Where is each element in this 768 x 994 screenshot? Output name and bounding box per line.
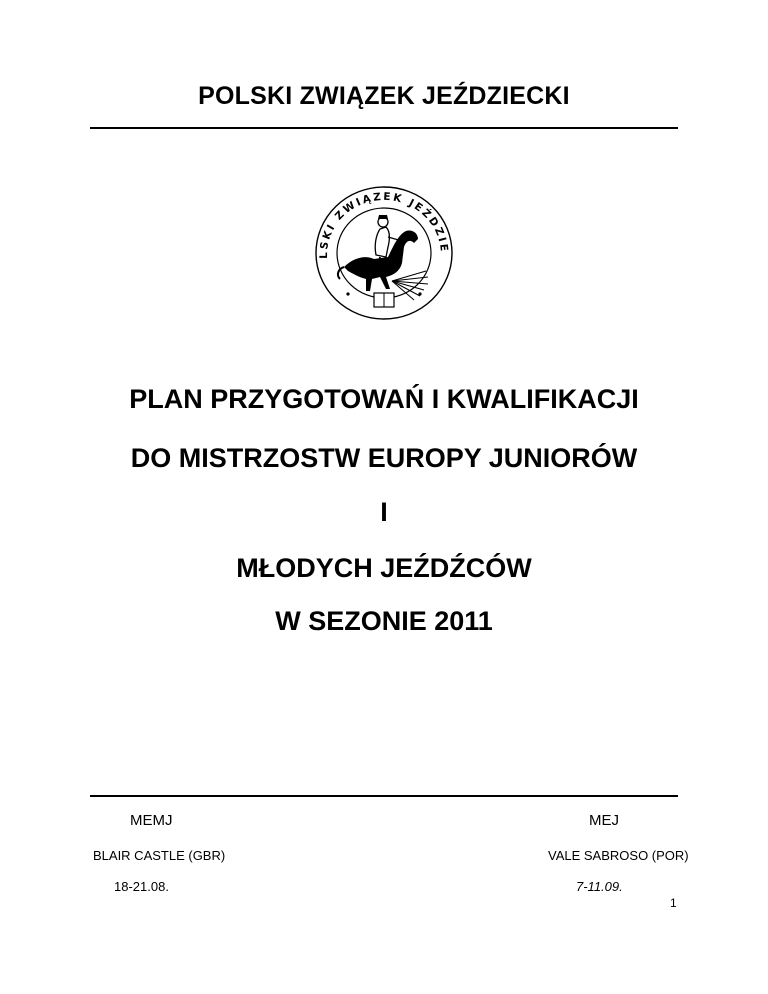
svg-text:POLSKI ZWIĄZEK JEŹDZIECKI: LSKI ZWIĄZEK JEŹDZIE <box>317 190 451 259</box>
plan-title-line-3: I <box>380 497 388 527</box>
page-number: 1 <box>670 896 677 910</box>
plan-title-line-1: PLAN PRZYGOTOWAŃ I KWALIFIKACJI <box>129 384 639 414</box>
federation-logo <box>314 185 454 321</box>
top-divider <box>90 127 678 129</box>
organization-title: POLSKI ZWIĄZEK JEŹDZIECKI <box>198 82 570 110</box>
event-left-venue: BLAIR CASTLE (GBR) <box>93 848 226 863</box>
event-right-venue: VALE SABROSO (POR) <box>548 848 689 863</box>
bottom-divider <box>90 795 678 797</box>
plan-title-line-5: W SEZONIE 2011 <box>275 606 493 636</box>
event-right-abbr: MEJ <box>589 812 619 829</box>
event-right-dates: 7-11.09. <box>576 879 623 894</box>
plan-title-line-4: MŁODYCH JEŹDŹCÓW <box>236 553 532 583</box>
event-left-abbr: MEMJ <box>130 812 173 829</box>
plan-title-line-2: DO MISTRZOSTW EUROPY JUNIORÓW <box>130 443 638 473</box>
horse-rider-emblem-icon <box>314 185 454 321</box>
event-left-dates: 18-21.08. <box>114 879 169 894</box>
